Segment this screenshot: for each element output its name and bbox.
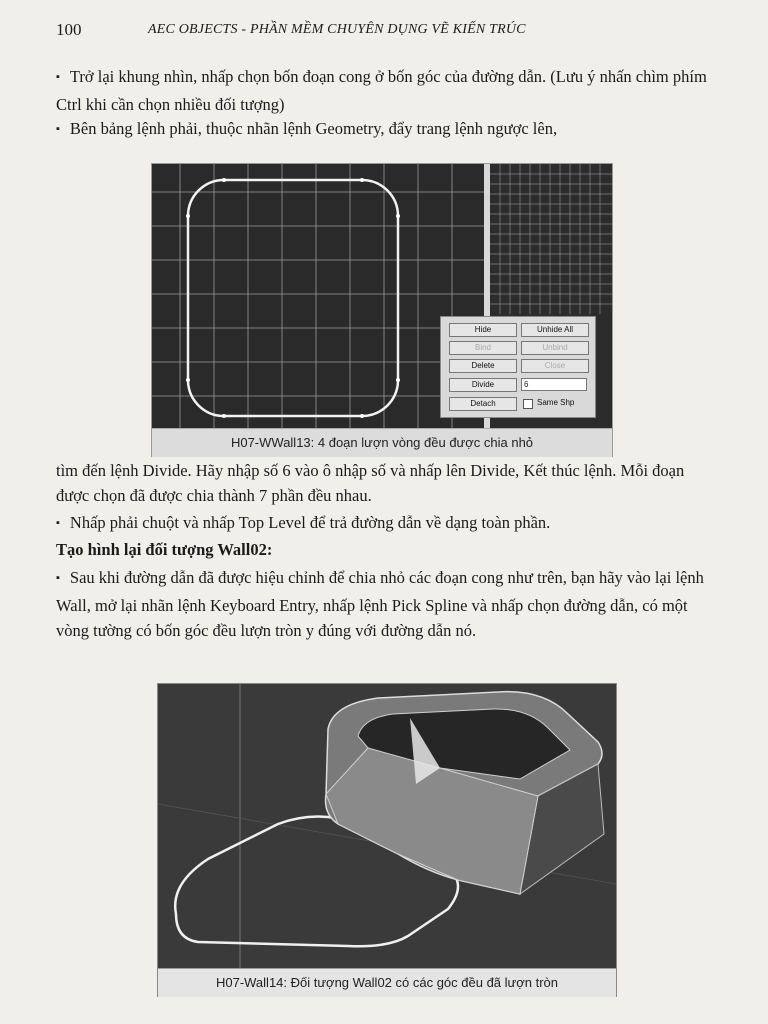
unbind-button[interactable]: Unbind: [521, 341, 589, 355]
same-shape-label: Same Shp: [537, 398, 575, 407]
section-heading-wall02: Tạo hình lại đối tượng Wall02:: [56, 540, 273, 559]
hide-button[interactable]: Hide: [449, 323, 517, 337]
running-title: AEC OBJECTS - PHẦN MỀM CHUYÊN DỤNG VẼ KIẾN TRÚC: [148, 22, 526, 37]
divide-button[interactable]: Divide: [449, 378, 517, 392]
figure-divided-spline: [151, 163, 613, 457]
paragraph-select-curves: ▪ Trở lại khung nhìn, nhấp chọn bốn đoạn cong ở bốn góc của đường dẫn. (Lưu ý nhấn chìm phím Ctrl khi cần chọn nhiều đối tượng): [56, 64, 716, 117]
bind-button[interactable]: Bind: [449, 341, 517, 355]
divide-count-field[interactable]: 6: [521, 378, 587, 391]
same-shape-checkbox[interactable]: [523, 399, 533, 409]
figure-rounded-wall: [157, 683, 617, 997]
figure2-caption: H07-Wall14: Đối tượng Wall02 có các góc đều đã lượn tròn: [158, 968, 616, 997]
delete-button[interactable]: Delete: [449, 359, 517, 373]
close-button[interactable]: Close: [521, 359, 589, 373]
paragraph-geometry-rollout: ▪ Bên bảng lệnh phải, thuộc nhãn lệnh Geometry, đẩy trang lệnh ngược lên,: [56, 116, 716, 144]
paragraph-divide-command: tìm đến lệnh Divide. Hãy nhập số 6 vào ô nhập số và nhấp lên Divide, Kết thúc lệnh. Mỗi đoạn được chọn đã được chia thành 7 phần đều nhau.: [56, 461, 685, 505]
viewport-3d-wall: [158, 684, 616, 968]
page-header: [56, 20, 712, 44]
figure1-caption: H07-WWall13: 4 đoạn lượn vòng đều được chia nhỏ: [152, 428, 612, 457]
unhide-all-button[interactable]: Unhide All: [521, 323, 589, 337]
detach-button[interactable]: Detach: [449, 397, 517, 411]
paragraph-top-level: ▪ Nhấp phải chuột và nhấp Top Level để trả đường dẫn về dạng toàn phần.: [56, 510, 716, 538]
page-number: 100: [56, 20, 82, 39]
paragraph-pick-spline: ▪ Sau khi đường dẫn đã được hiệu chỉnh để chia nhỏ các đoạn cong như trên, bạn hãy vào lại lệnh Wall, mở lại nhãn lệnh Keyboard Entry, nhấp lệnh Pick Spline và nhấp chọn đường dẫn, có một vòng tường có bốn góc đều lượn tròn y đúng với đường dẫn nó.: [56, 565, 716, 643]
geometry-rollout-panel: [440, 316, 596, 418]
